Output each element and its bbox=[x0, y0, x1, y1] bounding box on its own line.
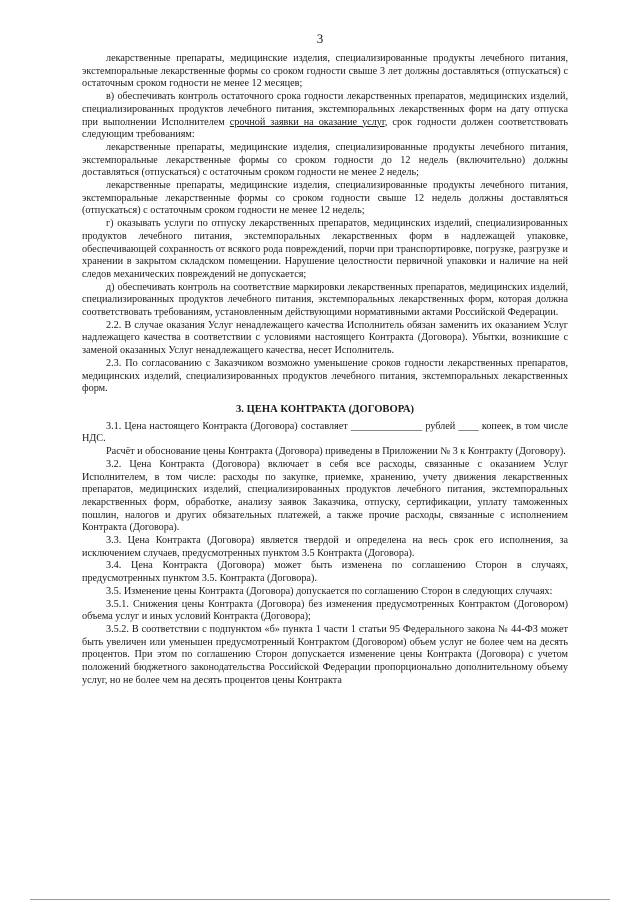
paragraph-2-3: 2.3. По согласованию с Заказчиком возможно уменьшение сроков годности лекарственных препаратов, медицинских изделий, специализированных продуктов лечебного питания, экстемпоральных лекарственных форм. bbox=[82, 357, 568, 395]
urgent-request-underlined: срочной заявки на оказание услуг, bbox=[229, 116, 388, 128]
paragraph-3-3: 3.3. Цена Контракта (Договора) является твердой и определена на весь срок его исполнения, за исключением случаев, предусмотренных пунктом 3.5 Контракта (Договора). bbox=[82, 535, 568, 559]
paragraph-clause-v bbox=[82, 91, 568, 142]
paragraph-clause-g: г) оказывать услуги по отпуску лекарственных препаратов, медицинских изделий, специализированных продуктов лечебного питания, экстемпоральных лекарственных форм в надлежащей упаковке, обеспечивающей сохранность от всякого рода повреждений, порчи при транспортировке, погрузке, разгрузке и хранении в закрытом складском помещении. Нарушение целостности первичной упаковки и наличие на ней следов механических повреждений не допускается; bbox=[82, 218, 568, 280]
clause-v-text: в) обеспечивать контроль остаточного срока годности лекарственных препаратов, медицинских изделий, специализированных продуктов лечебного питания, экстемпоральных лекарственных форм на дату отпуска при выполнении Исполнителем bbox=[82, 91, 568, 128]
clause-v-text-end: срок годности должен соответствовать следующим требованиям: bbox=[82, 116, 568, 141]
section-heading-contract-price: 3. ЦЕНА КОНТРАКТА (ДОГОВОРА) bbox=[235, 403, 415, 415]
paragraph-3-5-2: 3.5.2. В соответствии с подпунктом «б» пункта 1 части 1 статьи 95 Федерального закона № 44-ФЗ может быть увеличен или уменьшен предусмотренный Контрактом (Договором) объем услуг не более чем на десять процентов. При этом по соглашению Сторон допускается изменение цены Контракта (Договора) с учетом положений бюджетного законодательства Российской Федерации пропорционально дополнительному объему услуг, но не более чем на десять процентов цены Контракта bbox=[82, 623, 568, 686]
paragraph-clause-d: д) обеспечивать контроль на соответствие маркировки лекарственных препаратов, медицинских изделий, специализированных продуктов лечебного питания, экстемпоральных лекарственных форм, которая должна соответствовать требованиям, установленным действующими нормативными актами Российской Федерации. bbox=[82, 281, 568, 319]
paragraph-3-2: 3.2. Цена Контракта (Договора) включает в себя все расходы, связанные с оказанием Услуг Исполнителем, в том числе: расходы по закупке, приемке, хранению, учету движения лекарственных препаратов, медицинских изделий, специализированных продуктов лечебного питания, экстемпоральных лекарственных форм, обработке, анализу заявок Заказчика, отпуску, сертификации, уплату таможенных пошлин, налогов и других обязательных платежей, а также прочие расходы, связанные с исполнением Контракта (Договора). bbox=[82, 458, 568, 534]
page-number: 3 bbox=[316, 31, 324, 46]
paragraph-expiry-over-3-years: лекарственные препараты, медицинские изделия, специализированные продукты лечебного питания, экстемпоральные лекарственные формы со сроком годности свыше 3 лет должны доставляться (отпускаться) с остаточным сроком годности не менее 12 месяцев; bbox=[82, 53, 568, 90]
page-bottom-rule bbox=[30, 899, 610, 900]
paragraph-3-5: 3.5. Изменение цены Контракта (Договора) допускается по соглашению Сторон в следующих случаях: bbox=[106, 585, 553, 597]
paragraph-expiry-up-to-12-weeks: лекарственные препараты, медицинские изделия, специализированные продукты лечебного питания, экстемпоральные лекарственные формы со сроком годности до 12 недель (включительно) должны доставляться (отпускаться) с остаточным сроком годности не менее 2 недель; bbox=[82, 141, 568, 179]
document-body bbox=[82, 53, 568, 687]
paragraph-price-calculation: Расчёт и обоснование цены Контракта (Договора) приведены в Приложении № 3 к Контракту (Договору). bbox=[106, 446, 566, 458]
paragraph-2-2: 2.2. В случае оказания Услуг ненадлежащего качества Исполнитель обязан заменить их оказанием Услуг надлежащего качества в соответствии с условиями настоящего Контракта (Договора). Убытки, возникшие с заменой оказанных Услуг ненадлежащего качества, несет Исполнитель. bbox=[82, 319, 568, 357]
paragraph-3-4: 3.4. Цена Контракта (Договора) может быть изменена по соглашению Сторон в случаях, предусмотренных пунктом 3.5. Контракта (Договора). bbox=[82, 560, 568, 585]
paragraph-3-5-1: 3.5.1. Снижения цены Контракта (Договора) без изменения предусмотренных Контрактом (Договором) объема услуг и иных условий Контракта (Договора); bbox=[82, 598, 568, 623]
paragraph-3-1: 3.1. Цена настоящего Контракта (Договора) составляет ______________ рублей ____ копеек, в том числе НДС. bbox=[82, 420, 568, 445]
paragraph-expiry-over-12-weeks: лекарственные препараты, медицинские изделия, специализированные продукты лечебного питания, экстемпоральные лекарственные формы со сроком годности свыше 12 недель должны доставляться (отпускаться) с остаточным сроком годности не менее 12 недель; bbox=[82, 180, 568, 217]
